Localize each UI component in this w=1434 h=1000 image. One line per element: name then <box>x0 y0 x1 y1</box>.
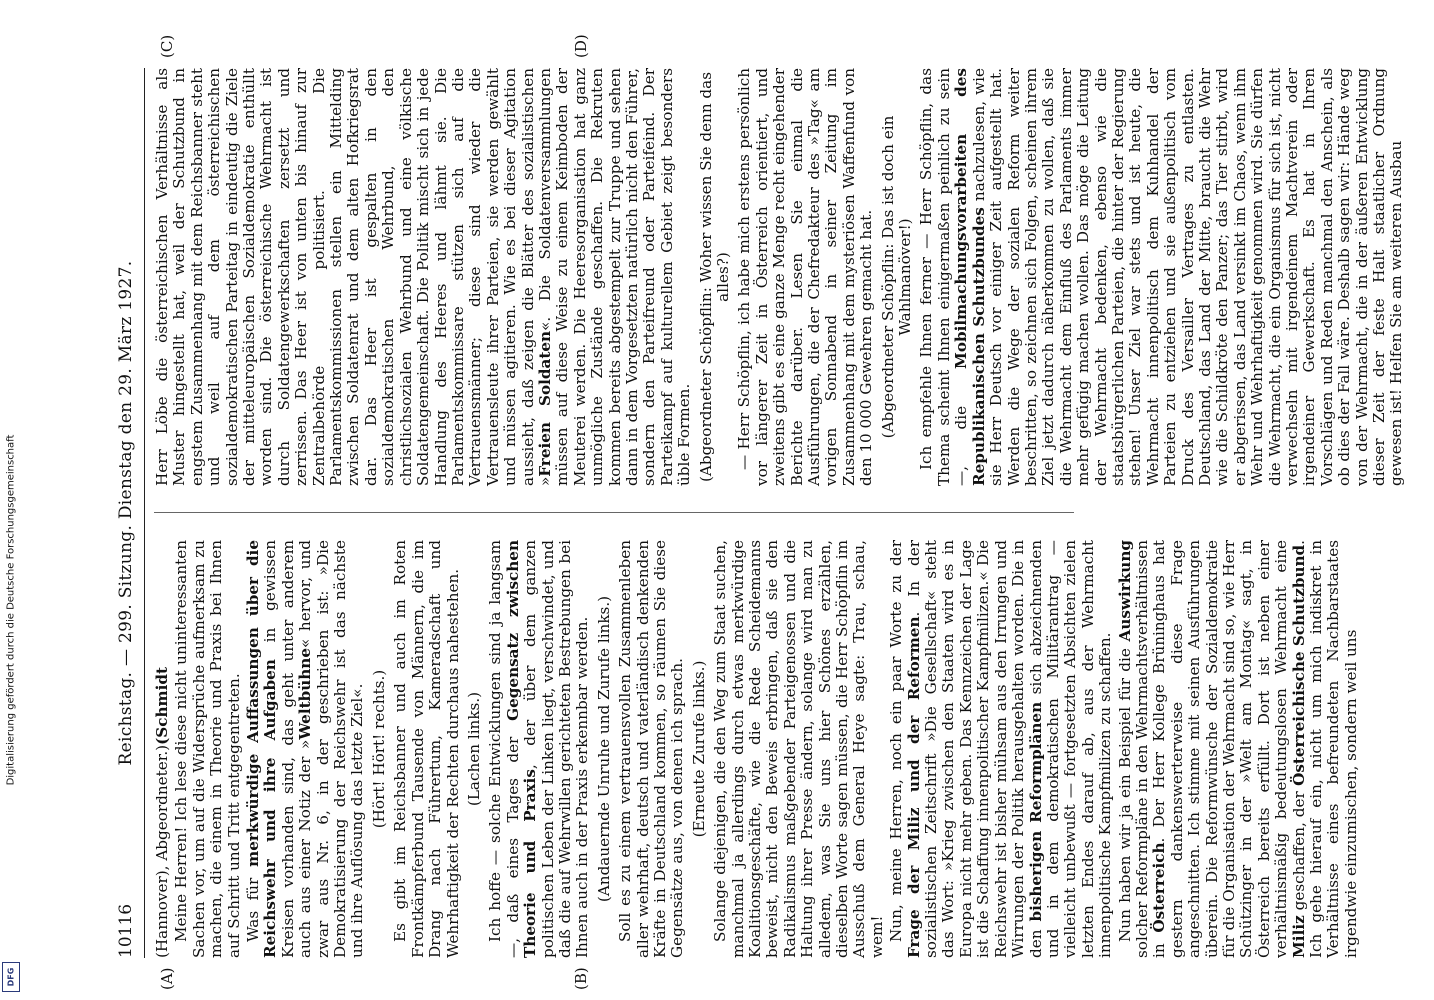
bold-text: Auswirkung <box>1115 540 1134 649</box>
side-credit-strip <box>0 0 22 1000</box>
text-run: (Hannover), Abgeordneter.) <box>153 744 171 958</box>
margin-mark-c: (C) <box>158 34 176 58</box>
text-run: solcher Reformpläne in den Wehrmachtsverhältnissen in <box>1132 540 1169 958</box>
text-run: (Hört! Hört! rechts.) <box>369 669 388 829</box>
text-run: Solange diejenigen, die den Weg zum Staat suchen, manchmal ja allerdings durch etwas merkwürdige Koalitionsgeschäfte, wie die Rede Scheidemanns beweist, nicht den Beweis erbringen, daß sie den Radikalismus maßgebender Parteigenossen und die Haltung ihrer Presse ändern, solange wird man zu alledem, was Sie uns hier Schönes erzählen, dieselben Worte sagen müssen, die Herr Schöpflin im Ausschuß dem General Heye sagte: Trau, schau, wem! <box>711 540 886 958</box>
text-run: . Der Herr Kollege Brüninghaus hat gestern dankenswerterweise diese Frage angeschnitten. Ich stimme mit seinen Ausführungen überein. Die Reformwünsche der Sozialdemokratie für die Organisation der Wehrmacht sind so, wie Herr Schützinger in der »Welt am Montag« sagt, in Österreich bereits erfüllt. Dort ist neben einer verhältnismäßig bedeutungslosen Wehrmacht eine <box>1150 540 1291 958</box>
paragraph <box>888 540 1114 958</box>
paragraph <box>487 540 591 958</box>
text-run: Meine Herren! Ich lese diese nicht uninteressanten Sachen vor, um auf die Widersprüche aufmerksam zu machen, die einem in Theorie und Praxis bei Ihnen auf Schritt und Tritt entgegentreten. <box>172 540 243 958</box>
bold-text: (Schmidt <box>153 667 171 745</box>
text-run: « hervor, und zwar aus Nr. 6, in der geschrieben ist: »Die Demokratisierung der Reichswehr ist das nächste und ihre Auflösung das letzte Ziel«. <box>296 540 367 958</box>
paragraph <box>154 540 171 958</box>
paragraph <box>466 540 483 958</box>
text-run: geschaffen, der <box>1289 791 1308 916</box>
text-run: . Ich gehe hierauf ein, nicht um mich indiskret in Verhältnisse eines befreundeten Nachbarstaates irgendwie einzumischen, sondern weil uns <box>1289 539 1360 958</box>
paragraph <box>880 68 915 486</box>
paragraph <box>918 68 1405 486</box>
column-divider <box>154 512 1074 513</box>
text-run: Soll es zu einem vertrauensvollen Zusammenleben aller wehrhaft, deutsch und vaterländisch denkenden Kräfte in Deutschland kommen, so räumen Sie diese Gegensätze aus, von denen ich sprach. <box>616 540 687 958</box>
paragraph <box>1117 540 1361 958</box>
paragraph <box>736 68 875 486</box>
bold-text: bisherigen Reformplänen <box>1026 701 1045 930</box>
bold-text: Gegensatz zwischen Theorie und Praxis <box>503 540 540 958</box>
text-run: Was für <box>244 877 263 942</box>
text-run: in gewissen Kreisen vorhanden sind, das geht unter anderem auch aus einer Notiz der » <box>261 540 315 958</box>
paragraph <box>712 540 886 958</box>
text-run: Herr Löbe die österreichischen Verhältnisse als Muster hingestellt hat, weil der Schutzbund in engstem Zusammenhang mit dem Reichsbanner steht und weil auf dem österreichischen sozialdemokratischen Parteitag in eindeutig die Ziele der mitteleuropäischen Sozialdemokratie enthüllt worden sind. Die österreichische Wehrmacht ist durch Soldatengewerkschaften zersetzt und zerrissen. Das Heer ist von unten bis hinauf zur Zentralbehörde politisiert. Die Parlamentskommissionen stellen ein Mittelding zwischen Soldatenrat und dem alten Hofkriegsrat dar. Das Heer ist gespalten in den sozialdemokratischen Wehrbund, den christlichsozialen Wehrbund und eine völkische Soldatengemeinschaft. Die Politik mischt sich in jede Handlung des Heeres und lähmt sie. Die Parlamentskommissare stützen sich auf die Vertrauensmänner; diese sind wieder die Vertrauensleute ihrer Parteien, sie werden gewählt und müssen agitieren. Wie es bei dieser Agitation aussieht, daß zeigen die Blätter des sozialistischen » <box>153 68 554 486</box>
bold-text: Mobilmachungsvorarbeiten des Republikanischen Schutzbundes <box>952 68 988 486</box>
digitization-credit: Digitalisierung gefördert durch die Deutsche Forschungsgemeinschaft <box>5 434 17 786</box>
text-run: (Abgeordneter Schöpflin: Woher wissen Sie denn das alles?) <box>696 71 732 483</box>
bold-text: Miliz <box>1289 915 1308 958</box>
dfg-logo-text: DFG <box>6 967 16 987</box>
text-run: (Erneute Zurufe links.) <box>689 660 708 838</box>
text-run: (Andauernde Unruhe und Zurufe links.) <box>594 595 613 903</box>
text-run: Es gibt im Reichsbanner und auch im Roten Frontkämpferbund Tausende von Männern, die im Drang nach Führertum, Kameradschaft und Wehrhaftigkeit der Rechten durchaus nahestehen. <box>391 540 462 958</box>
rotated-page <box>110 34 1406 990</box>
text-run: , der über dem ganzen politischen Leben der Linken liegt, verschwindet, und daß die auf Wehrwillen gerichteten Bestrebungen bei Ihnen auch in der Praxis erkennbar werden. <box>521 540 592 958</box>
text-run: Nun, meine Herren, noch ein paar Worte zu der <box>887 540 906 942</box>
paragraph <box>173 540 243 958</box>
text-run: . In der sozialistischen Zeitschrift »Die Gesellschaft« steht das Wort: »Krieg zwischen den Staaten wird es in Europa nicht mehr geben. Das Kennzeichen der Lage ist die Schaffung innenpolitischer Kampfmilizen.« Die Reichswehr ist bisher mühsam aus den Irrungen und Wirrungen der Politik herausgehalten worden. Die in den <box>904 539 1045 958</box>
paragraph <box>617 540 687 958</box>
margin-mark-a: (A) <box>158 967 176 990</box>
bold-text: Österreichische Schutzbund <box>1289 544 1308 792</box>
text-run: Nun haben wir ja ein Beispiel für die <box>1115 648 1134 942</box>
paragraph <box>596 540 613 958</box>
paragraph <box>371 540 388 958</box>
bold-text: Frage der Miliz und der Reformen <box>904 616 923 958</box>
text-run: Ich hoffe — solche Entwicklungen sind ja langsam —, daß eines Tages der <box>486 540 522 958</box>
page-header <box>110 68 145 958</box>
text-run: sich abzeichnenden und in dem demokratischen Militärantrag — vielleicht unbewußt — fortgesetzten Absichten zielen letzten Endes darauf ab, aus der Wehrmacht innenpolitische Kampfmilizen zu schaffen. <box>1026 540 1115 958</box>
left-column <box>154 540 1362 958</box>
margin-mark-d: (D) <box>572 34 590 58</box>
paragraph <box>392 540 462 958</box>
right-column <box>154 68 1408 486</box>
paragraph <box>154 68 694 486</box>
text-run: — Herr Schöpflin, ich habe mich erstens persönlich vor längerer Zeit in Österreich orientiert, und zweitens gibt es eine ganze Menge recht eingehender Berichte darüber. Lesen Sie einmal die Ausführungen, die der Chefredakteur des »Tag« am vorigen Sonnabend in seiner Zeitung im Zusammenhang mit dem mysteriösen Waffenfund von den 10 000 Gewehren gemacht hat. <box>735 68 876 486</box>
text-run: nachzulesen, wie sie Herr Deutsch vor einiger Zeit aufgestellt hat. Werden die Wege der sozialen Reform weiter beschritten, so zeichnen sich Folgen, scheinen ihrem Ziel jetzt dadurch näherkommen zu wollen, daß sie die Wehrmacht dem Einfluß des Parlaments immer mehr gefügig machen wollen. Das möge die Leitung der Wehrmacht bedenken, ebenso wie die staatsbürgerlichen Parteien, die hinter der Regierung stehen! Unser Ziel war stets und ist heute, die Wehrmacht innenpolitisch dem Kuhhandel der Parteien zu entziehen und sie außenpolitisch vom Druck des Versailler Vertrages zu entlasten. Deutschland, das Land der Mitte, braucht die Wehr wie die Schildkröte den Panzer; das Tier stirbt, wird er abgerissen, das Land versinkt im Chaos, wenn ihm Wehr und Wehrhaftigkeit genommen wird. Sie dürfen die Wehrmacht, die ein Organismus für sich ist, nicht verwechseln mit irgendeinem Machtverein oder irgendeiner Gewerkschaft. Es hat in Ihren Vorschlägen und Reden manchmal den Anschein, als ob dies der Fall wäre. Deshalb sagen wir: Hände weg von der Wehrmacht, die in der äußeren Entwicklung dieser Zeit der feste Halt staatlicher Ordnung gewesen ist! Helfen Sie am weiteren Ausbau <box>969 68 1406 486</box>
paragraph <box>698 68 733 486</box>
bold-text: Freien Soldaten <box>535 330 554 477</box>
margin-mark-b: (B) <box>572 967 590 990</box>
paragraph <box>245 540 367 958</box>
text-run: «. Die Soldatenversammlungen müssen auf diese Weise zu einem Keimboden der Meuterei werden. Die Heeresorganisation hat ganz unmögliche Zustände geschaffen. Die Rekruten kommen bereits abgestempelt zur Truppe und sehen dann in dem Vorgesetzten natürlich nicht den Führer, sondern den Parteifreund oder Parteifeind. Der Parteikampf auf kulturellem Gebiet zeigt besonders üble Formen. <box>535 68 694 486</box>
bold-text: merkwürdige Auffassungen über die Reichswehr und ihre Aufgaben <box>244 540 280 958</box>
text-run: (Abgeordneter Schöpflin: Das ist doch ein Wahlmanöver!) <box>878 115 915 439</box>
dfg-logo <box>2 962 20 992</box>
bold-text: Weltbühne <box>296 647 315 740</box>
bold-text: Österreich <box>1150 842 1169 944</box>
paragraph <box>691 540 708 958</box>
page-number: 10116 <box>116 903 136 958</box>
text-run: (Lachen links.) <box>464 691 483 807</box>
page-title: Reichstag. — 299. Sitzung. Dienstag den 29. März 1927. <box>116 260 136 766</box>
text-run: Ich empfehle Ihnen ferner — Herr Schöpflin, das Thema scheint Ihnen einigermaßen peinlich zu sein —, die <box>917 68 971 486</box>
